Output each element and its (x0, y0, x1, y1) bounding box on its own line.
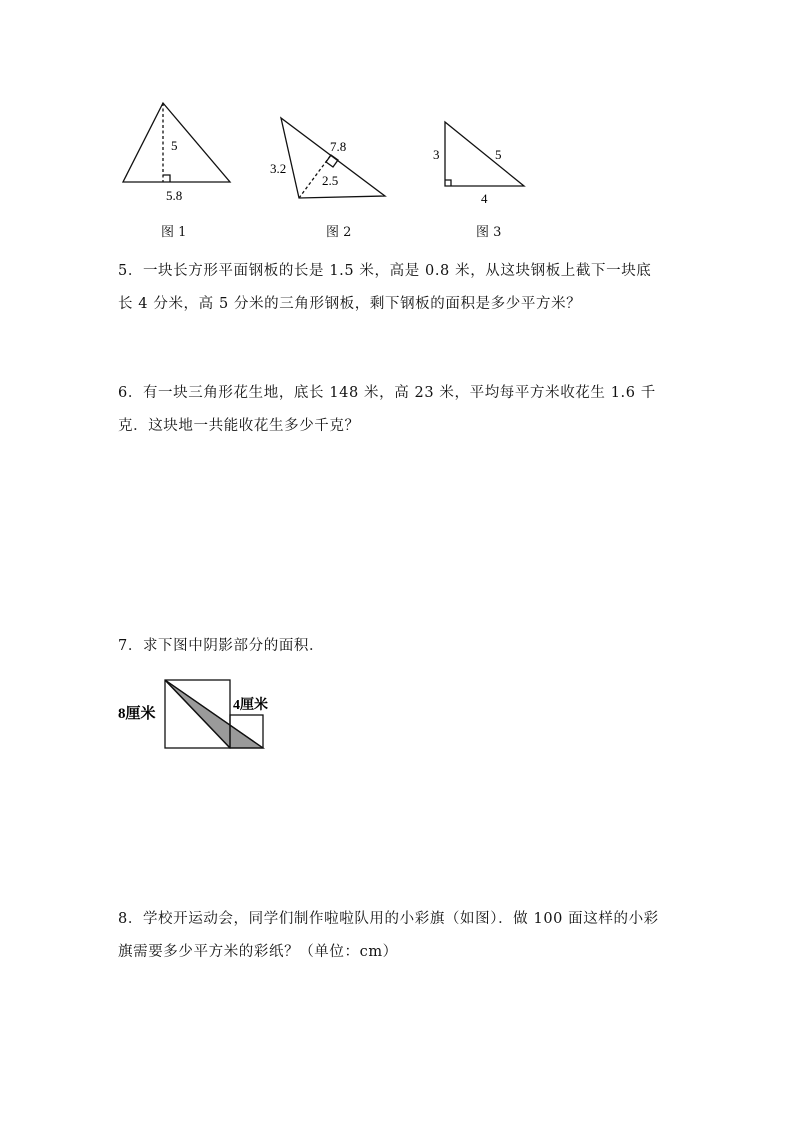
figure-1-base-label: 5.8 (166, 188, 183, 203)
figure-3-horizontal-leg-label: 4 (481, 191, 488, 206)
figure-2-side-label: 3.2 (270, 161, 287, 176)
figure-3-triangle (445, 122, 524, 186)
small-square-label: 4厘米 (233, 698, 268, 713)
figure-7-shaded-area (110, 673, 290, 763)
question-6-number: 6． (118, 385, 143, 401)
question-6-line-2: 克．这块地一共能收花生多少千克？ (118, 418, 360, 434)
question-7-text-1: 求下图中阴影部分的面积． (142, 638, 325, 654)
figure-1-height-label: 5 (171, 138, 178, 153)
question-6-text-1: 有一块三角形花生地，底长 148 米，高 23 米，平均每平方米收花生 1.6 千 (142, 385, 656, 401)
question-5-line-1 (118, 255, 678, 288)
question-6 (118, 377, 678, 443)
question-8-text-1: 学校开运动会，同学们制作啦啦队用的小彩旗（如图）．做 100 面这样的小彩 (142, 911, 659, 927)
large-square-label: 8厘米 (118, 706, 156, 722)
question-7-line-1 (118, 630, 678, 663)
question-8 (118, 903, 678, 969)
question-7-number: 7． (118, 638, 143, 654)
figure-3-caption: 图 3 (476, 225, 502, 240)
question-8-number: 8． (118, 911, 143, 927)
question-5-line-2: 长 4 分米，高 5 分米的三角形钢板，剩下钢板的面积是多少平方米？ (118, 296, 582, 312)
figure-2-long-label: 7.8 (330, 139, 347, 154)
question-6-line-1 (118, 377, 678, 410)
figure-3-hypotenuse-label: 5 (495, 147, 502, 162)
question-7 (118, 630, 678, 663)
question-8-line-2: 旗需要多少平方米的彩纸？（单位：cm） (118, 944, 398, 960)
figure-1-caption: 图 1 (161, 225, 187, 240)
question-5 (118, 255, 678, 321)
question-5-text-1: 一块长方形平面钢板的长是 1.5 米，高是 0.8 米，从这块钢板上截下一块底 (142, 263, 652, 279)
figure-3-vertical-leg-label: 3 (433, 147, 440, 162)
figure-2-height-label: 2.5 (322, 173, 339, 188)
top-figures (0, 0, 794, 250)
question-5-number: 5． (118, 263, 143, 279)
figure-2-caption: 图 2 (326, 225, 352, 240)
question-8-line-1 (118, 903, 678, 936)
